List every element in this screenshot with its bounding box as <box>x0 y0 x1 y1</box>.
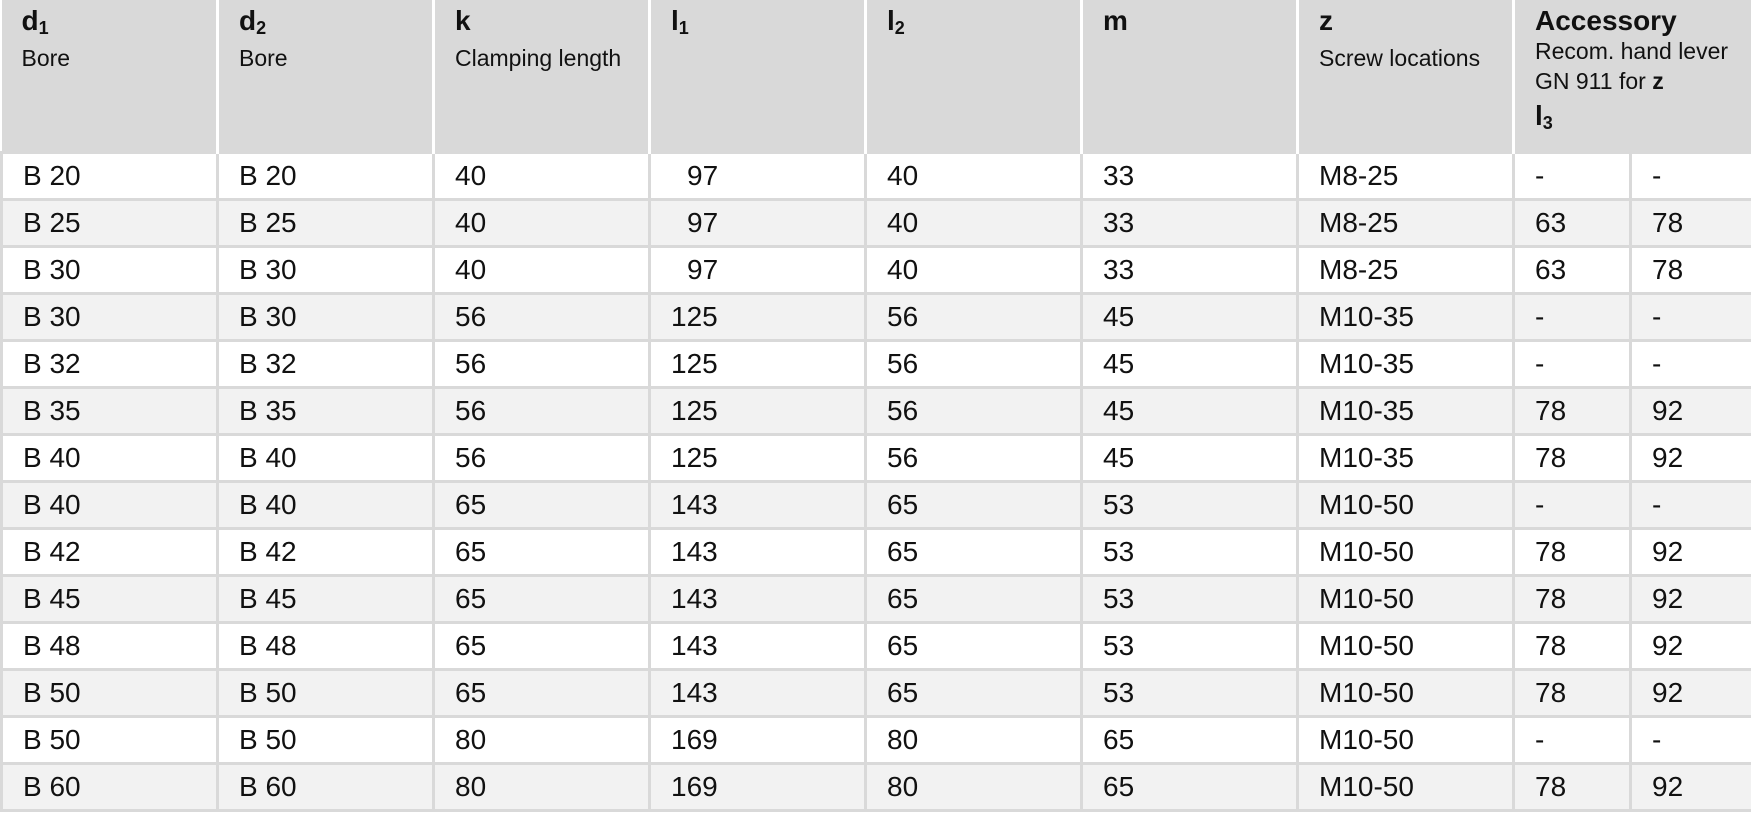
header-k: k Clamping length <box>434 0 650 152</box>
header-m: m <box>1082 0 1298 152</box>
cell-l3-a: 78 <box>1514 528 1631 575</box>
cell-l3-b: 92 <box>1631 669 1751 716</box>
cell-l3-b: 92 <box>1631 387 1751 434</box>
cell-d2: B 48 <box>218 622 434 669</box>
cell-l1: 169 <box>650 716 866 763</box>
cell-l3-a: 78 <box>1514 763 1631 810</box>
cell-d2: B 50 <box>218 716 434 763</box>
cell-d1: B 30 <box>2 293 218 340</box>
cell-z: M10-50 <box>1298 528 1514 575</box>
cell-z: M8-25 <box>1298 152 1514 199</box>
cell-l1: 143 <box>650 528 866 575</box>
cell-l3-a: - <box>1514 481 1631 528</box>
cell-k: 65 <box>434 669 650 716</box>
cell-l3-b: - <box>1631 481 1751 528</box>
cell-z: M10-35 <box>1298 340 1514 387</box>
cell-d2: B 50 <box>218 669 434 716</box>
cell-l2: 65 <box>866 622 1082 669</box>
table-row <box>2 340 1751 387</box>
cell-d1: B 25 <box>2 199 218 246</box>
cell-m: 65 <box>1082 763 1298 810</box>
header-d2: $d_2$ Bore <box>218 0 434 152</box>
cell-z: M10-50 <box>1298 481 1514 528</box>
cell-m: 53 <box>1082 528 1298 575</box>
cell-l2: 80 <box>866 716 1082 763</box>
cell-l3-b: 92 <box>1631 763 1751 810</box>
table-row <box>2 481 1751 528</box>
cell-d1: B 20 <box>2 152 218 199</box>
cell-k: 56 <box>434 387 650 434</box>
cell-l2: 40 <box>866 246 1082 293</box>
header-l3: $l_3$ <box>1535 100 1553 133</box>
cell-m: 53 <box>1082 622 1298 669</box>
table-row <box>2 622 1751 669</box>
cell-z: M10-50 <box>1298 716 1514 763</box>
cell-d2: B 20 <box>218 152 434 199</box>
cell-k: 65 <box>434 481 650 528</box>
cell-l3-b: 78 <box>1631 199 1751 246</box>
cell-d1: B 50 <box>2 669 218 716</box>
cell-l3-b: 92 <box>1631 528 1751 575</box>
cell-l3-b: 92 <box>1631 622 1751 669</box>
cell-k: 80 <box>434 763 650 810</box>
cell-l1: 97 <box>650 246 866 293</box>
cell-m: 53 <box>1082 481 1298 528</box>
cell-l3-b: 78 <box>1631 246 1751 293</box>
cell-l2: 56 <box>866 434 1082 481</box>
cell-d2: B 40 <box>218 481 434 528</box>
cell-z: M10-50 <box>1298 575 1514 622</box>
cell-d2: B 60 <box>218 763 434 810</box>
cell-l3-a: - <box>1514 293 1631 340</box>
cell-z: M10-35 <box>1298 434 1514 481</box>
cell-l2: 56 <box>866 387 1082 434</box>
accessory-line1: Recom. hand lever <box>1535 38 1729 64</box>
cell-d1: B 40 <box>2 481 218 528</box>
cell-l3-b: - <box>1631 716 1751 763</box>
cell-l2: 65 <box>866 669 1082 716</box>
cell-l3-a: 78 <box>1514 622 1631 669</box>
cell-m: 65 <box>1082 716 1298 763</box>
cell-k: 65 <box>434 528 650 575</box>
cell-l1: 125 <box>650 434 866 481</box>
table-row <box>2 199 1751 246</box>
cell-m: 45 <box>1082 340 1298 387</box>
cell-l3-a: 78 <box>1514 387 1631 434</box>
cell-k: 40 <box>434 199 650 246</box>
cell-l1: 143 <box>650 622 866 669</box>
table-row <box>2 763 1751 810</box>
cell-l2: 65 <box>866 481 1082 528</box>
cell-m: 45 <box>1082 387 1298 434</box>
cell-l1: 125 <box>650 387 866 434</box>
cell-m: 33 <box>1082 199 1298 246</box>
cell-m: 53 <box>1082 575 1298 622</box>
cell-d2: B 35 <box>218 387 434 434</box>
cell-d1: B 35 <box>2 387 218 434</box>
cell-l2: 40 <box>866 152 1082 199</box>
cell-d1: B 30 <box>2 246 218 293</box>
cell-d2: B 45 <box>218 575 434 622</box>
cell-l3-b: - <box>1631 340 1751 387</box>
cell-z: M8-25 <box>1298 246 1514 293</box>
cell-l2: 40 <box>866 199 1082 246</box>
cell-l3-a: 63 <box>1514 199 1631 246</box>
cell-m: 45 <box>1082 293 1298 340</box>
cell-k: 80 <box>434 716 650 763</box>
cell-l3-b: - <box>1631 152 1751 199</box>
cell-z: M8-25 <box>1298 199 1514 246</box>
cell-l1: 125 <box>650 340 866 387</box>
cell-m: 33 <box>1082 246 1298 293</box>
cell-z: M10-50 <box>1298 622 1514 669</box>
cell-k: 56 <box>434 434 650 481</box>
cell-k: 56 <box>434 293 650 340</box>
cell-k: 65 <box>434 622 650 669</box>
cell-l1: 169 <box>650 763 866 810</box>
cell-l1: 125 <box>650 293 866 340</box>
header-z: z Screw locations <box>1298 0 1514 152</box>
cell-l3-b: 92 <box>1631 575 1751 622</box>
cell-l3-b: - <box>1631 293 1751 340</box>
table-row <box>2 246 1751 293</box>
cell-m: 33 <box>1082 152 1298 199</box>
cell-d2: B 40 <box>218 434 434 481</box>
cell-l3-b: 92 <box>1631 434 1751 481</box>
cell-d1: B 42 <box>2 528 218 575</box>
cell-l2: 80 <box>866 763 1082 810</box>
cell-m: 53 <box>1082 669 1298 716</box>
cell-k: 65 <box>434 575 650 622</box>
cell-d1: B 40 <box>2 434 218 481</box>
table-row <box>2 293 1751 340</box>
cell-z: M10-50 <box>1298 763 1514 810</box>
accessory-line2: GN 911 for z <box>1535 68 1664 94</box>
cell-m: 45 <box>1082 434 1298 481</box>
header-row <box>2 0 1751 152</box>
table-row <box>2 575 1751 622</box>
cell-d2: B 30 <box>218 246 434 293</box>
cell-l3-a: 78 <box>1514 575 1631 622</box>
cell-z: M10-35 <box>1298 387 1514 434</box>
cell-l3-a: 78 <box>1514 434 1631 481</box>
cell-d2: B 25 <box>218 199 434 246</box>
cell-d1: B 48 <box>2 622 218 669</box>
cell-l3-a: 63 <box>1514 246 1631 293</box>
cell-k: 56 <box>434 340 650 387</box>
table-row <box>2 528 1751 575</box>
table-row <box>2 434 1751 481</box>
header-l2: $l_2$ <box>866 0 1082 152</box>
cell-l3-a: - <box>1514 716 1631 763</box>
header-l1: $l_1$ <box>650 0 866 152</box>
cell-z: M10-35 <box>1298 293 1514 340</box>
cell-z: M10-50 <box>1298 669 1514 716</box>
cell-l1: 143 <box>650 575 866 622</box>
cell-l1: 143 <box>650 481 866 528</box>
table-body <box>2 152 1751 810</box>
cell-l3-a: 78 <box>1514 669 1631 716</box>
cell-l1: 97 <box>650 152 866 199</box>
table-row <box>2 152 1751 199</box>
cell-d2: B 42 <box>218 528 434 575</box>
cell-d1: B 45 <box>2 575 218 622</box>
cell-l2: 65 <box>866 575 1082 622</box>
cell-d1: B 60 <box>2 763 218 810</box>
table-row <box>2 387 1751 434</box>
cell-k: 40 <box>434 246 650 293</box>
accessory-title: Accessory <box>1535 5 1677 36</box>
cell-d1: B 50 <box>2 716 218 763</box>
cell-l2: 65 <box>866 528 1082 575</box>
cell-d2: B 32 <box>218 340 434 387</box>
cell-l2: 56 <box>866 340 1082 387</box>
table-row <box>2 716 1751 763</box>
header-accessory <box>1514 0 1751 152</box>
cell-l1: 97 <box>650 199 866 246</box>
table-row <box>2 669 1751 716</box>
header-d1: $d_1$ Bore <box>2 0 218 152</box>
cell-k: 40 <box>434 152 650 199</box>
cell-d1: B 32 <box>2 340 218 387</box>
cell-d2: B 30 <box>218 293 434 340</box>
cell-l2: 56 <box>866 293 1082 340</box>
cell-l3-a: - <box>1514 152 1631 199</box>
cell-l3-a: - <box>1514 340 1631 387</box>
cell-l1: 143 <box>650 669 866 716</box>
